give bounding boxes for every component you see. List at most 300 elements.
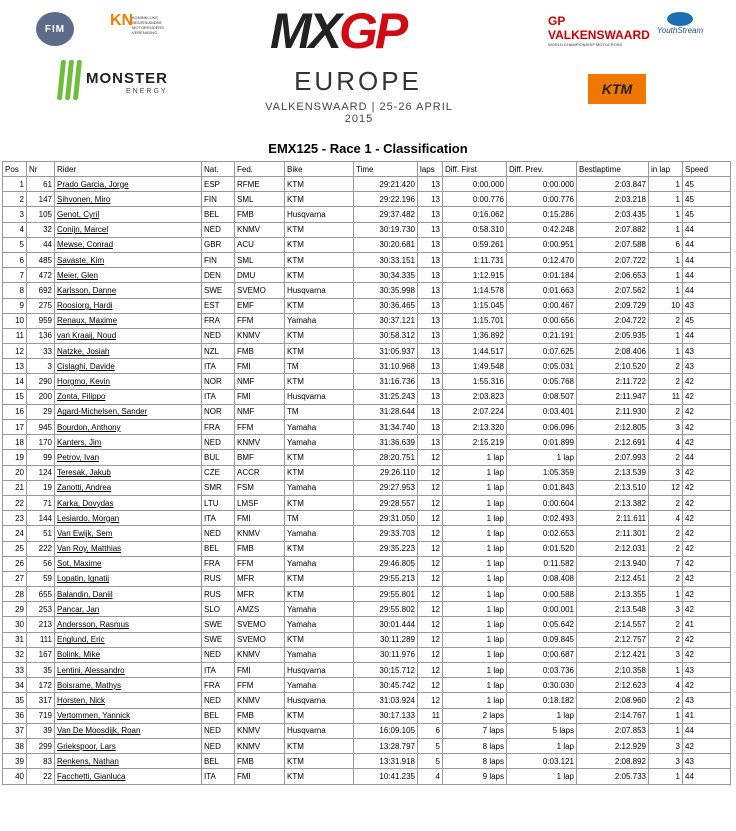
fed-cell: RFME: [235, 177, 285, 192]
table-row: [3, 663, 731, 678]
bestlap-cell: 2:06.653: [577, 268, 649, 283]
diff-first-cell: 2:07.224: [443, 404, 507, 419]
fed-cell: KNMV: [235, 738, 285, 753]
laps-cell: 5: [418, 738, 443, 753]
diff-first-cell: 1 lap: [443, 511, 507, 526]
diff-first-cell: 1 lap: [443, 571, 507, 586]
speed-cell: 43: [683, 298, 731, 313]
rider-link[interactable]: van Kraaij, Noud: [55, 328, 202, 343]
nat-cell: NED: [202, 328, 235, 343]
nr-cell: 472: [27, 268, 55, 283]
diff-prev-cell: 0:08.507: [507, 389, 577, 404]
bike-cell: Husqvarna: [285, 663, 354, 678]
in-lap-cell: 1: [649, 207, 683, 222]
in-lap-cell: 3: [649, 420, 683, 435]
bestlap-cell: 2:07.882: [577, 222, 649, 237]
rider-link[interactable]: Lopatin, Ignatij: [55, 571, 202, 586]
bike-cell: Yamaha: [285, 526, 354, 541]
pos-cell: 34: [3, 678, 27, 693]
table-row: [3, 313, 731, 328]
diff-first-cell: 1 lap: [443, 617, 507, 632]
table-row: [3, 693, 731, 708]
youthstream-logo-text: YouthStream: [656, 26, 704, 35]
fed-cell: FFM: [235, 313, 285, 328]
diff-first-cell: 1 lap: [443, 465, 507, 480]
table-row: [3, 647, 731, 662]
nat-cell: FRA: [202, 678, 235, 693]
time-cell: 30:35.998: [354, 283, 418, 298]
time-cell: 30:34.335: [354, 268, 418, 283]
nr-cell: 32: [27, 222, 55, 237]
diff-prev-cell: 1:05.359: [507, 465, 577, 480]
rider-link[interactable]: Karlsson, Danne: [55, 283, 202, 298]
rider-link[interactable]: Lesiardo, Morgan: [55, 511, 202, 526]
nat-cell: NOR: [202, 404, 235, 419]
nr-cell: 147: [27, 192, 55, 207]
time-cell: 13:31.918: [354, 754, 418, 769]
nr-cell: 56: [27, 556, 55, 571]
table-row: [3, 222, 731, 237]
table-row: [3, 632, 731, 647]
bike-cell: KTM: [285, 192, 354, 207]
pos-cell: 24: [3, 526, 27, 541]
table-row: [3, 268, 731, 283]
rider-link[interactable]: Genot, Cyril: [55, 207, 202, 222]
nr-cell: 945: [27, 420, 55, 435]
table-row: [3, 374, 731, 389]
diff-first-cell: 1:11.731: [443, 252, 507, 267]
diff-first-cell: 1 lap: [443, 556, 507, 571]
laps-cell: 12: [418, 587, 443, 602]
diff-first-cell: 1:15.701: [443, 313, 507, 328]
time-cell: 30:19.730: [354, 222, 418, 237]
rider-link[interactable]: Griekspoor, Lars: [55, 738, 202, 753]
diff-first-cell: 0:59.261: [443, 237, 507, 252]
laps-cell: 12: [418, 617, 443, 632]
rider-link[interactable]: Boisrame, Mathys: [55, 678, 202, 693]
table-row: [3, 420, 731, 435]
in-lap-cell: 1: [649, 222, 683, 237]
col-header: Fed.: [235, 162, 285, 177]
laps-cell: 12: [418, 480, 443, 495]
bestlap-cell: 2:12.805: [577, 420, 649, 435]
laps-cell: 13: [418, 435, 443, 450]
nat-cell: SMR: [202, 480, 235, 495]
rider-link[interactable]: Renaux, Maxime: [55, 313, 202, 328]
time-cell: 30:11.289: [354, 632, 418, 647]
rider-link[interactable]: Zonta, Filippo: [55, 389, 202, 404]
rider-link[interactable]: Roosiorg, Hardi: [55, 298, 202, 313]
laps-cell: 11: [418, 708, 443, 723]
laps-cell: 13: [418, 268, 443, 283]
rider-link[interactable]: Petrov, Ivan: [55, 450, 202, 465]
nat-cell: NED: [202, 222, 235, 237]
diff-prev-cell: 0:01.663: [507, 283, 577, 298]
laps-cell: 13: [418, 177, 443, 192]
nat-cell: ITA: [202, 389, 235, 404]
fed-cell: SVEMO: [235, 283, 285, 298]
bestlap-cell: 2:11.947: [577, 389, 649, 404]
time-cell: 29:28.557: [354, 495, 418, 510]
bike-cell: KTM: [285, 328, 354, 343]
bestlap-cell: 2:12.757: [577, 632, 649, 647]
pos-cell: 21: [3, 480, 27, 495]
nat-cell: LTU: [202, 495, 235, 510]
rider-link[interactable]: Sihvonen, Miro: [55, 192, 202, 207]
nat-cell: ITA: [202, 359, 235, 374]
speed-cell: 42: [683, 602, 731, 617]
table-row: [3, 526, 731, 541]
in-lap-cell: 1: [649, 283, 683, 298]
in-lap-cell: 2: [649, 617, 683, 632]
nat-cell: NED: [202, 738, 235, 753]
fed-cell: KNMV: [235, 526, 285, 541]
table-row: [3, 192, 731, 207]
in-lap-cell: 11: [649, 389, 683, 404]
rider-link[interactable]: Andersson, Rasmus: [55, 617, 202, 632]
speed-cell: 42: [683, 480, 731, 495]
in-lap-cell: 2: [649, 374, 683, 389]
time-cell: 30:20.681: [354, 237, 418, 252]
pos-cell: 5: [3, 237, 27, 252]
nat-cell: ESP: [202, 177, 235, 192]
nr-cell: 44: [27, 237, 55, 252]
laps-cell: 12: [418, 541, 443, 556]
diff-first-cell: 1 lap: [443, 632, 507, 647]
col-header: Bike: [285, 162, 354, 177]
speed-cell: 41: [683, 617, 731, 632]
diff-first-cell: 1 lap: [443, 647, 507, 662]
nr-cell: 71: [27, 495, 55, 510]
nr-cell: 719: [27, 708, 55, 723]
table-row: [3, 450, 731, 465]
in-lap-cell: 7: [649, 556, 683, 571]
fed-cell: NMF: [235, 374, 285, 389]
diff-prev-cell: 0:42.248: [507, 222, 577, 237]
nr-cell: 275: [27, 298, 55, 313]
diff-first-cell: 1 lap: [443, 526, 507, 541]
nr-cell: 33: [27, 344, 55, 359]
nat-cell: BUL: [202, 450, 235, 465]
pos-cell: 38: [3, 738, 27, 753]
bike-cell: KTM: [285, 450, 354, 465]
nr-cell: 222: [27, 541, 55, 556]
bestlap-cell: 2:12.691: [577, 435, 649, 450]
speed-cell: 43: [683, 344, 731, 359]
diff-prev-cell: 5 laps: [507, 723, 577, 738]
fed-cell: KNMV: [235, 723, 285, 738]
rider-link[interactable]: Prado Garcia, Jorge: [55, 177, 202, 192]
bestlap-cell: 2:11.722: [577, 374, 649, 389]
in-lap-cell: 3: [649, 647, 683, 662]
speed-cell: 42: [683, 435, 731, 450]
laps-cell: 13: [418, 359, 443, 374]
bike-cell: KTM: [285, 177, 354, 192]
laps-cell: 13: [418, 404, 443, 419]
nr-cell: 61: [27, 177, 55, 192]
diff-prev-cell: 0:18.182: [507, 693, 577, 708]
laps-cell: 12: [418, 693, 443, 708]
laps-cell: 13: [418, 313, 443, 328]
rider-link[interactable]: Conijn, Marcel: [55, 222, 202, 237]
bestlap-cell: 2:04.722: [577, 313, 649, 328]
speed-cell: 45: [683, 177, 731, 192]
in-lap-cell: 2: [649, 359, 683, 374]
table-row: [3, 298, 731, 313]
diff-first-cell: 2:13.320: [443, 420, 507, 435]
nat-cell: FIN: [202, 252, 235, 267]
rider-link[interactable]: Cislaghi, Davide: [55, 359, 202, 374]
speed-cell: 43: [683, 693, 731, 708]
diff-first-cell: 0:00.776: [443, 192, 507, 207]
nr-cell: 167: [27, 647, 55, 662]
rider-link[interactable]: Van Ewijk, Sem: [55, 526, 202, 541]
rider-link[interactable]: Facchetti, Gianluca: [55, 769, 202, 784]
diff-prev-cell: 0:00.604: [507, 495, 577, 510]
table-row: [3, 495, 731, 510]
bike-cell: KTM: [285, 252, 354, 267]
laps-cell: 13: [418, 222, 443, 237]
diff-first-cell: 1 lap: [443, 602, 507, 617]
pos-cell: 6: [3, 252, 27, 267]
rider-link[interactable]: Savaste, Kim: [55, 252, 202, 267]
bestlap-cell: 2:09.729: [577, 298, 649, 313]
pos-cell: 29: [3, 602, 27, 617]
rider-link[interactable]: Balandin, Daniil: [55, 587, 202, 602]
fed-cell: FMB: [235, 708, 285, 723]
bestlap-cell: 2:07.853: [577, 723, 649, 738]
laps-cell: 12: [418, 526, 443, 541]
rider-link[interactable]: Bolink, Mike: [55, 647, 202, 662]
bestlap-cell: 2:12.421: [577, 647, 649, 662]
bike-cell: KTM: [285, 237, 354, 252]
diff-first-cell: 0:16.062: [443, 207, 507, 222]
diff-first-cell: 1 lap: [443, 587, 507, 602]
speed-cell: 42: [683, 678, 731, 693]
time-cell: 29:55.802: [354, 602, 418, 617]
speed-cell: 42: [683, 738, 731, 753]
rider-link[interactable]: Horsten, Nick: [55, 693, 202, 708]
rider-link[interactable]: Kanters, Jim: [55, 435, 202, 450]
bestlap-cell: 2:05.733: [577, 769, 649, 784]
bestlap-cell: 2:13.539: [577, 465, 649, 480]
pos-cell: 35: [3, 693, 27, 708]
in-lap-cell: 1: [649, 192, 683, 207]
nr-cell: 136: [27, 328, 55, 343]
diff-first-cell: 1 lap: [443, 480, 507, 495]
table-row: [3, 389, 731, 404]
fed-cell: FMI: [235, 389, 285, 404]
nat-cell: SWE: [202, 283, 235, 298]
diff-prev-cell: 0:30.030: [507, 678, 577, 693]
event-date: VALKENSWAARD | 25-26 APRIL 2015: [265, 101, 453, 125]
pos-cell: 11: [3, 328, 27, 343]
bestlap-cell: 2:10.520: [577, 359, 649, 374]
bike-cell: KTM: [285, 571, 354, 586]
speed-cell: 42: [683, 404, 731, 419]
bestlap-cell: 2:14.767: [577, 708, 649, 723]
pos-cell: 3: [3, 207, 27, 222]
speed-cell: 42: [683, 389, 731, 404]
pos-cell: 16: [3, 404, 27, 419]
nat-cell: FIN: [202, 192, 235, 207]
rider-link[interactable]: Mewse, Conrad: [55, 237, 202, 252]
diff-prev-cell: 0:09.845: [507, 632, 577, 647]
fed-cell: KNMV: [235, 222, 285, 237]
diff-first-cell: 9 laps: [443, 769, 507, 784]
time-cell: 31:16.736: [354, 374, 418, 389]
speed-cell: 44: [683, 769, 731, 784]
nat-cell: FRA: [202, 313, 235, 328]
rider-link[interactable]: Sot, Maxime: [55, 556, 202, 571]
table-row: [3, 617, 731, 632]
nr-cell: 83: [27, 754, 55, 769]
time-cell: 16:09.105: [354, 723, 418, 738]
diff-first-cell: 8 laps: [443, 754, 507, 769]
time-cell: 31:05.937: [354, 344, 418, 359]
table-row: [3, 754, 731, 769]
bike-cell: Yamaha: [285, 420, 354, 435]
nr-cell: 3: [27, 359, 55, 374]
rider-link[interactable]: Van Roy, Matthias: [55, 541, 202, 556]
fed-cell: KNMV: [235, 693, 285, 708]
pos-cell: 26: [3, 556, 27, 571]
time-cell: 30:17.133: [354, 708, 418, 723]
table-row: [3, 465, 731, 480]
diff-prev-cell: 0:00.000: [507, 177, 577, 192]
diff-prev-cell: 0:01.843: [507, 480, 577, 495]
time-cell: 29:33.703: [354, 526, 418, 541]
nr-cell: 105: [27, 207, 55, 222]
fed-cell: FFM: [235, 678, 285, 693]
speed-cell: 42: [683, 420, 731, 435]
page-title: EMX125 - Race 1 - Classification: [268, 141, 468, 156]
rider-link[interactable]: Renkens, Nathan: [55, 754, 202, 769]
in-lap-cell: 1: [649, 328, 683, 343]
rider-link[interactable]: Karka, Dovydas: [55, 495, 202, 510]
nr-cell: 200: [27, 389, 55, 404]
table-row: [3, 587, 731, 602]
time-cell: 29:21.420: [354, 177, 418, 192]
time-cell: 31:36.639: [354, 435, 418, 450]
nat-cell: BEL: [202, 207, 235, 222]
nr-cell: 111: [27, 632, 55, 647]
col-header: Nat.: [202, 162, 235, 177]
bestlap-cell: 2:11.301: [577, 526, 649, 541]
rider-link[interactable]: Natzke, Josiah: [55, 344, 202, 359]
speed-cell: 44: [683, 283, 731, 298]
nr-cell: 35: [27, 663, 55, 678]
speed-cell: 43: [683, 663, 731, 678]
nr-cell: 144: [27, 511, 55, 526]
rider-link[interactable]: Meier, Glen: [55, 268, 202, 283]
diff-first-cell: 8 laps: [443, 738, 507, 753]
valkenswaard-logo-sub: WORLD CHAMPIONSHIP MOTOCROSS: [548, 42, 623, 47]
pos-cell: 40: [3, 769, 27, 784]
table-row: [3, 602, 731, 617]
rider-link[interactable]: Vertommen, Yannick: [55, 708, 202, 723]
rider-link[interactable]: Van De Moosdijk, Roan: [55, 723, 202, 738]
time-cell: 29:46.805: [354, 556, 418, 571]
fed-cell: SVEMO: [235, 632, 285, 647]
nat-cell: FRA: [202, 420, 235, 435]
table-row: [3, 283, 731, 298]
fed-cell: FMI: [235, 359, 285, 374]
table-row: [3, 237, 731, 252]
bestlap-cell: 2:13.548: [577, 602, 649, 617]
nat-cell: FRA: [202, 556, 235, 571]
table-row: [3, 359, 731, 374]
diff-prev-cell: 0:15.286: [507, 207, 577, 222]
in-lap-cell: 2: [649, 571, 683, 586]
pos-cell: 25: [3, 541, 27, 556]
rider-link[interactable]: Bourdon, Anthony: [55, 420, 202, 435]
nr-cell: 692: [27, 283, 55, 298]
bestlap-cell: 2:03.218: [577, 192, 649, 207]
table-row: [3, 480, 731, 495]
event-name: EUROPE: [294, 66, 422, 96]
bike-cell: Yamaha: [285, 556, 354, 571]
rider-link[interactable]: Agard-Michelsen, Sander: [55, 404, 202, 419]
bike-cell: KTM: [285, 495, 354, 510]
pos-cell: 17: [3, 420, 27, 435]
diff-first-cell: 1 lap: [443, 450, 507, 465]
time-cell: 29:26.110: [354, 465, 418, 480]
in-lap-cell: 4: [649, 511, 683, 526]
diff-first-cell: 7 laps: [443, 723, 507, 738]
diff-first-cell: 1 lap: [443, 541, 507, 556]
rider-link[interactable]: Horgmo, Kevin: [55, 374, 202, 389]
bike-cell: TM: [285, 404, 354, 419]
in-lap-cell: 2: [649, 495, 683, 510]
diff-prev-cell: 0:05.031: [507, 359, 577, 374]
rider-link[interactable]: Pancar, Jan: [55, 602, 202, 617]
bike-cell: Husqvarna: [285, 207, 354, 222]
laps-cell: 5: [418, 754, 443, 769]
nat-cell: BEL: [202, 708, 235, 723]
rider-link[interactable]: Teresak, Jakub: [55, 465, 202, 480]
speed-cell: 43: [683, 359, 731, 374]
bestlap-cell: 2:07.722: [577, 252, 649, 267]
rider-link[interactable]: Englund, Eric: [55, 632, 202, 647]
bestlap-cell: 2:13.510: [577, 480, 649, 495]
laps-cell: 13: [418, 298, 443, 313]
rider-link[interactable]: Zanotti, Andrea: [55, 480, 202, 495]
pos-cell: 13: [3, 359, 27, 374]
time-cell: 30:36.465: [354, 298, 418, 313]
diff-prev-cell: 1 lap: [507, 738, 577, 753]
fed-cell: FSM: [235, 480, 285, 495]
diff-prev-cell: 0:07.625: [507, 344, 577, 359]
bestlap-cell: 2:08.960: [577, 693, 649, 708]
in-lap-cell: 3: [649, 465, 683, 480]
speed-cell: 42: [683, 495, 731, 510]
in-lap-cell: 1: [649, 268, 683, 283]
speed-cell: 42: [683, 526, 731, 541]
diff-prev-cell: 0:03.736: [507, 663, 577, 678]
nr-cell: 51: [27, 526, 55, 541]
in-lap-cell: 2: [649, 632, 683, 647]
fed-cell: FMI: [235, 663, 285, 678]
nat-cell: NED: [202, 693, 235, 708]
in-lap-cell: 12: [649, 480, 683, 495]
bestlap-cell: 2:12.623: [577, 678, 649, 693]
col-header: Diff. First: [443, 162, 507, 177]
bestlap-cell: 2:07.993: [577, 450, 649, 465]
rider-link[interactable]: Lentini, Alessandro: [55, 663, 202, 678]
in-lap-cell: 1: [649, 587, 683, 602]
valkenswaard-logo-text: GP VALKENSWAARD: [548, 14, 650, 42]
